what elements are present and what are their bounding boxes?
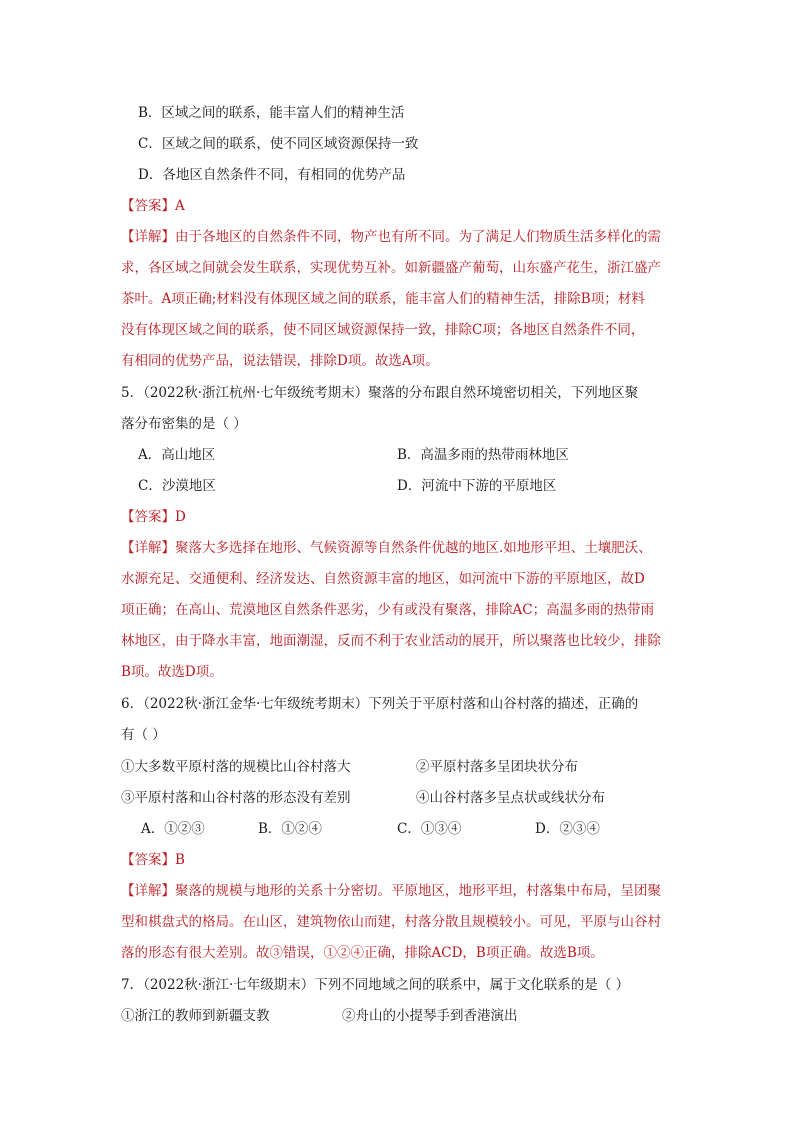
q6-explain-line-1: 【详解】聚落的规模与地形的关系十分密切。平原地区，地形平坦，村落集中布局，呈团聚	[121, 883, 661, 899]
q5-explain-line-3: 项正确；在高山、荒漠地区自然条件恶劣，少有或没有聚落，排除AC；高温多雨的热带雨	[121, 602, 655, 618]
q6-item-4: ④山谷村落多呈点状或线状分布	[416, 790, 605, 806]
answer-label: 【答案】	[121, 852, 175, 868]
q5-stem-line-2: 落分布密集的是（ ）	[121, 416, 247, 432]
q6-item-1: ①大多数平原村落的规模比山谷村落大	[121, 759, 351, 775]
answer-value: B	[175, 852, 185, 868]
answer-value: A	[175, 198, 185, 214]
q4-explain-line-3: 茶叶。A项正确;材料没有体现区域之间的联系，能丰富人们的精神生活，排除B项；材料	[121, 291, 645, 307]
q6-option-d: D．②③④	[535, 821, 600, 837]
q5-explain-line-4: 林地区，由于降水丰富，地面潮湿，反而不利于农业活动的展开，所以聚落也比较少，排除	[121, 633, 661, 649]
q5-option-c: C．沙漠地区	[138, 478, 216, 494]
q4-explain-line-1: 【详解】由于各地区的自然条件不同，物产也有所不同。为了满足人们物质生活多样化的需	[121, 229, 661, 245]
q5-explain-line-2: 水源充足、交通便利、经济发达、自然资源丰富的地区，如河流中下游的平原地区，故D	[121, 571, 645, 587]
q4-explain-line-4: 没有体现区域之间的联系，使不同区域资源保持一致，排除C项；各地区自然条件不同，	[121, 322, 645, 338]
answer-value: D	[175, 509, 186, 525]
q6-stem-line-1: 6．（2022秋·浙江金华·七年级统考期末）下列关于平原村落和山谷村落的描述，正确的	[121, 696, 639, 712]
explain-label: 【详解】	[121, 540, 175, 556]
answer-label: 【答案】	[121, 509, 175, 525]
q6-item-3: ③平原村落和山谷村落的形态没有差别	[121, 790, 351, 806]
q6-option-b: B．①②④	[258, 821, 322, 837]
q5-explain-line-5: B项。故选D项。	[121, 664, 223, 680]
q6-option-c: C．①③④	[397, 821, 462, 837]
q7-stem: 7．（2022秋·浙江·七年级期末）下列不同地域之间的联系中，属于文化联系的是（ ）	[121, 977, 630, 993]
q6-explain-line-3: 落的形态有很大差别。故③错误，①②④正确，排除ACD，B项正确。故选B项。	[121, 945, 604, 961]
q7-item-1: ①浙江的教师到新疆支教	[121, 1008, 270, 1024]
explain-label: 【详解】	[121, 229, 175, 245]
q6-answer	[121, 850, 678, 870]
q5-answer	[121, 507, 678, 527]
q4-option-d: D．各地区自然条件不同，有相同的优势产品	[138, 167, 406, 183]
q4-option-c: C．区域之间的联系，使不同区域资源保持一致	[138, 136, 419, 152]
q7-item-2: ②舟山的小提琴手到香港演出	[342, 1008, 518, 1024]
explain-label: 【详解】	[121, 883, 175, 899]
q4-answer	[121, 196, 678, 216]
q6-item-2: ②平原村落多呈团块状分布	[416, 759, 578, 775]
q4-explain-line-2: 求，各区域之间就会发生联系，实现优势互补。如新疆盛产葡萄，山东盛产花生，浙江盛产	[121, 260, 661, 276]
q5-option-b: B．高温多雨的热带雨林地区	[397, 447, 569, 463]
q6-option-a: A．①②③	[141, 821, 205, 837]
q4-option-b: B．区域之间的联系，能丰富人们的精神生活	[138, 105, 405, 121]
q6-stem-line-2: 有（ ）	[121, 727, 166, 743]
q4-explain-line-5: 有相同的优势产品，说法错误，排除D项。故选A项。	[121, 353, 439, 369]
answer-label: 【答案】	[121, 198, 175, 214]
q5-explain-line-1: 【详解】聚落大多选择在地形、气候资源等自然条件优越的地区.如地形平坦、土壤肥沃、	[121, 540, 652, 556]
q5-option-d: D．河流中下游的平原地区	[397, 478, 557, 494]
q6-explain-line-2: 型和棋盘式的格局。在山区，建筑物依山而建，村落分散且规模较小。可见，平原与山谷村	[121, 914, 661, 930]
q5-stem-line-1: 5．（2022秋·浙江杭州·七年级统考期末）聚落的分布跟自然环境密切相关，下列地区聚	[121, 385, 639, 401]
q5-option-a: A．高山地区	[138, 447, 216, 463]
